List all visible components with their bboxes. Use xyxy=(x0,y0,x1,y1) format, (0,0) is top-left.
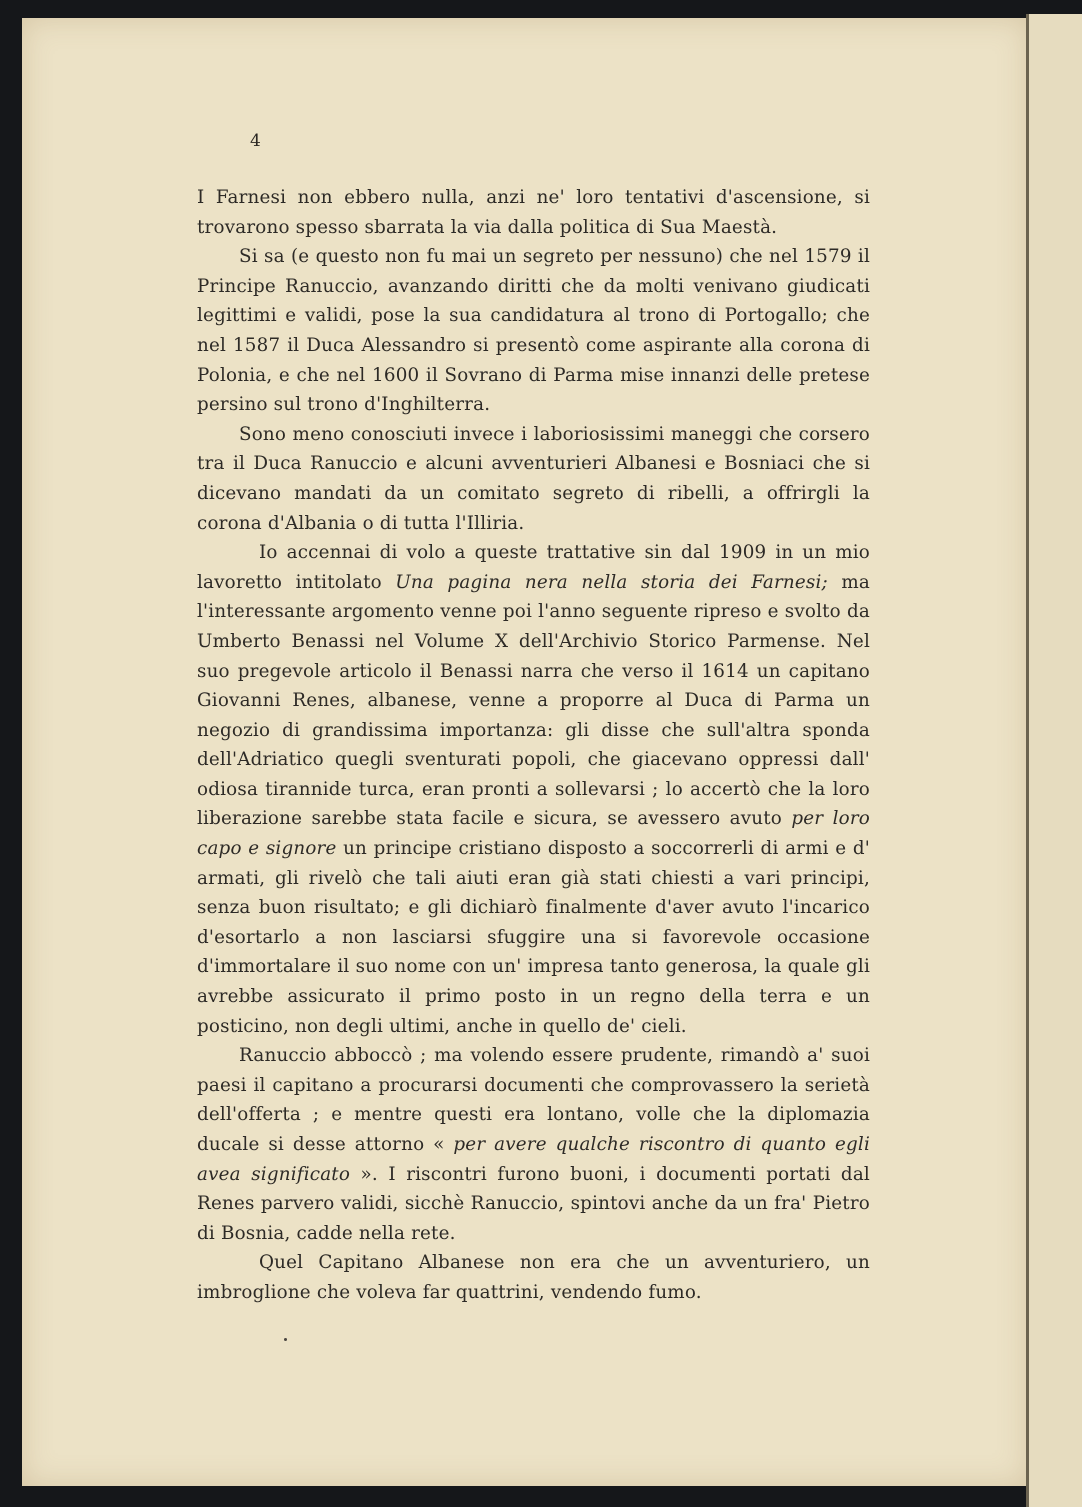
body-text xyxy=(197,183,870,1308)
paragraph-6 xyxy=(197,1248,870,1307)
paragraph-5-quote-italic: per avere qualche riscontro di quanto egli avea significato xyxy=(197,1134,871,1185)
paragraph-1 xyxy=(197,183,870,242)
paragraph-1-text: I Farnesi non ebbero nulla, anzi ne' loro tentativi d'ascensione, si trovarono spesso sbarrata la via dalla politica di Sua Maestà. xyxy=(197,187,870,238)
paragraph-6-text: Quel Capitano Albanese non era che un avventuriero, un imbroglione che voleva far quattrini, vendendo fumo. xyxy=(197,1252,870,1303)
paragraph-2-text: Si sa (e questo non fu mai un segreto per nessuno) che nel 1579 il Principe Ranuccio, avanzando diritti che da molti venivano giudicati legittimi e validi, pose la sua candidatura al trono di Portogallo; che nel 1587 il Duca Alessandro si presentò come aspirante alla corona di Polonia, e che nel 1600 il Sovrano di Parma mise innanzi delle pretese persino sul trono d'Inghilterra. xyxy=(197,246,870,416)
page-number: 4 xyxy=(250,131,261,151)
paragraph-2 xyxy=(197,242,870,420)
paragraph-3-text: Sono meno conosciuti invece i laboriosissimi maneggi che corsero tra il Duca Ranuccio e alcuni avventurieri Albanesi e Bosniaci che si dicevano mandati da un comitato segreto di ribelli, a offrirgli la corona d'Albania o di tutta l'Illiria. xyxy=(197,423,870,534)
paragraph-5 xyxy=(197,1041,870,1248)
paragraph-4-title-italic: Una pagina nera nella storia dei Farnesi; xyxy=(395,571,828,593)
adjacent-page-edge xyxy=(1026,14,1082,1507)
paragraph-4-text-c: un principe cristiano disposto a soccorrerli di armi e d' armati, gli rivelò che tali aiuti eran già stati chiesti a vari principi, senza buon risultato; e gli dichiarò finalmente d'aver avuto l'incarico d'esortarlo a non lasciarsi sfuggire una si favorevole occasione d'immortalare il suo nome con un' impresa tanto generosa, la quale gli avrebbe assicurato il primo posto in un regno della terra e un posticino, non degli ultimi, anche in quello de' cieli. xyxy=(197,838,870,1037)
paragraph-5-text-a: Ranuccio abboccò ; ma volendo essere prudente, rimandò a' suoi paesi il capitano a procurarsi documenti che comprovassero la serietà dell'offerta ; e mentre questi era lontano, volle che la diplomazia ducale si desse attorno « xyxy=(197,1045,870,1155)
ink-speck xyxy=(284,1338,287,1341)
paragraph-3 xyxy=(197,420,870,538)
paragraph-5-text-b: ». I riscontri furono buoni, i documenti portati dal Renes parvero validi, sicchè Ranuccio, spintovi anche da un fra' Pietro di Bosnia, cadde nella rete. xyxy=(197,1163,870,1244)
paragraph-4 xyxy=(197,538,870,1041)
paragraph-4-quote-italic: per loro capo e signore xyxy=(197,808,870,860)
paragraph-4-text-a: Io accennai di volo a queste trattative sin dal 1909 in un mio lavoretto intitolato xyxy=(197,542,870,593)
paragraph-4-text-b: ma l'interessante argomento venne poi l'anno seguente ripreso e svolto da Umberto Benassi nel Volume X dell'Archivio Storico Parmense. Nel suo pregevole articolo il Benassi narra che verso il 1614 un capitano Giovanni Renes, albanese, venne a proporre al Duca di Parma un negozio di grandissima importanza: gli disse che sull'altra sponda dell'Adriatico quegli sventurati popoli, che giacevano oppressi dall' odiosa tirannide turca, eran pronti a sollevarsi ; lo accertò che la loro liberazione sarebbe stata facile e sicura, se avessero avuto xyxy=(197,571,870,830)
